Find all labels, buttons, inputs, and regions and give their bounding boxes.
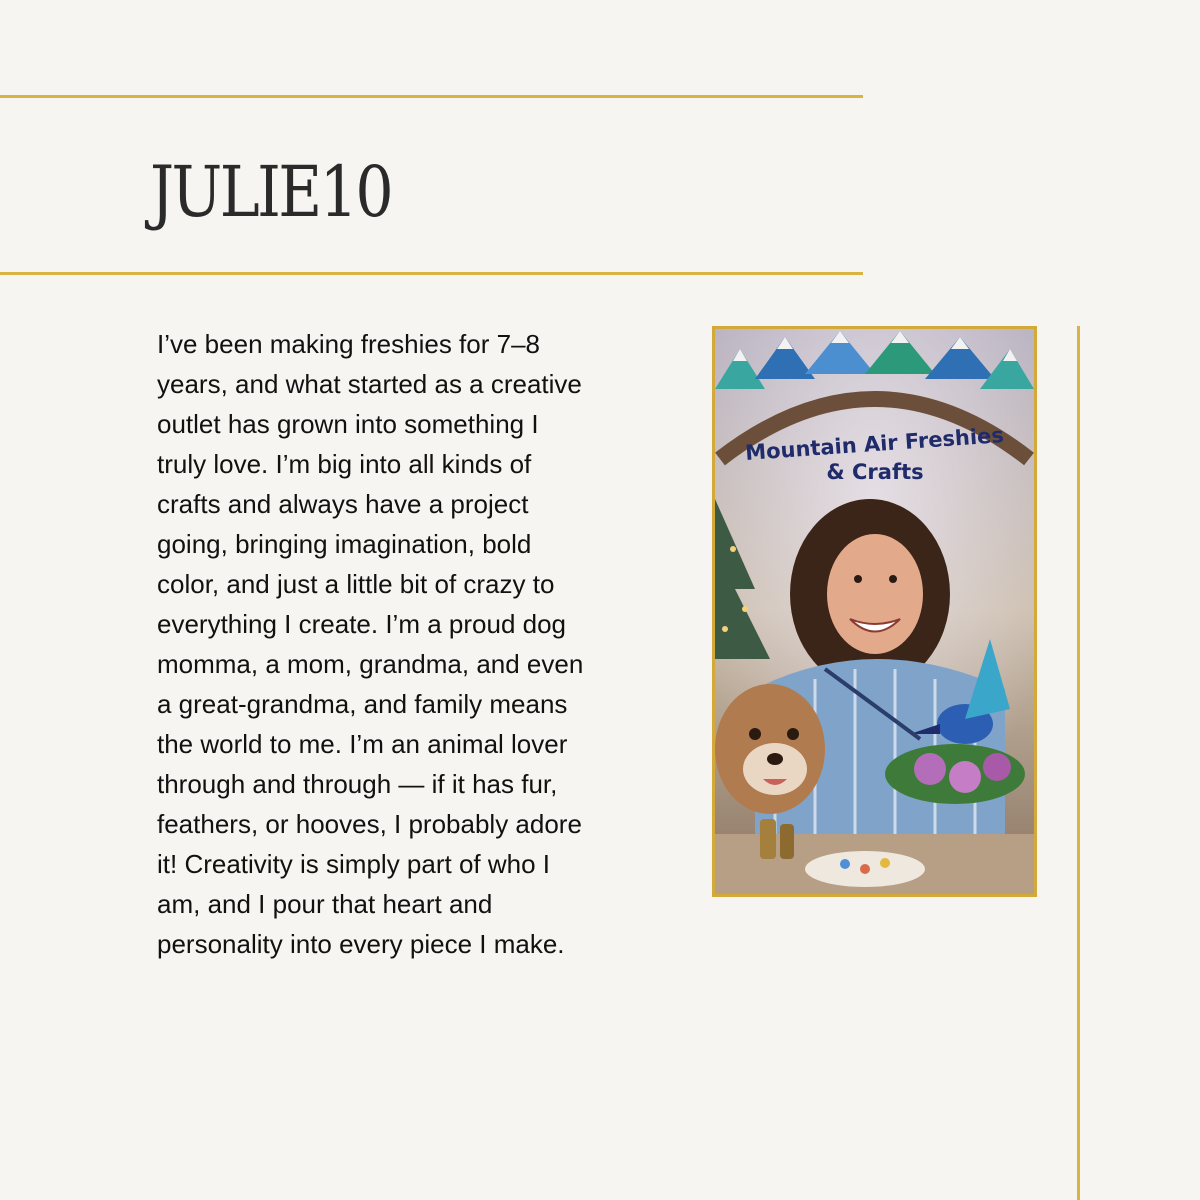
banner-line-1: Mountain Air Freshies (744, 423, 1005, 466)
title-divider (0, 272, 863, 275)
bio-text: I’ve been making freshies for 7–8 years, and what started as a creative outlet has grown into something I truly love. I’m big into all kinds of crafts and always have a project going, bringing imagination, bold color, and just a little bit of crazy to everything I create. I’m a proud dog momma, a mom, grandma, and even a great-grandma, and family means the world to me. I’m an animal lover through and through — if it has fur, feathers, or hooves, I probably adore it! Creativity is simply part of who I am, and I pour that heart and personality into every piece I make. (157, 329, 584, 959)
bottle-shape (760, 819, 776, 859)
side-divider (1077, 326, 1080, 1200)
banner-line-2: & Crafts (826, 460, 924, 484)
profile-photo (712, 326, 1037, 897)
dog-figure (715, 684, 825, 814)
page-title: JULIE10 (150, 151, 392, 233)
top-divider (0, 95, 863, 98)
